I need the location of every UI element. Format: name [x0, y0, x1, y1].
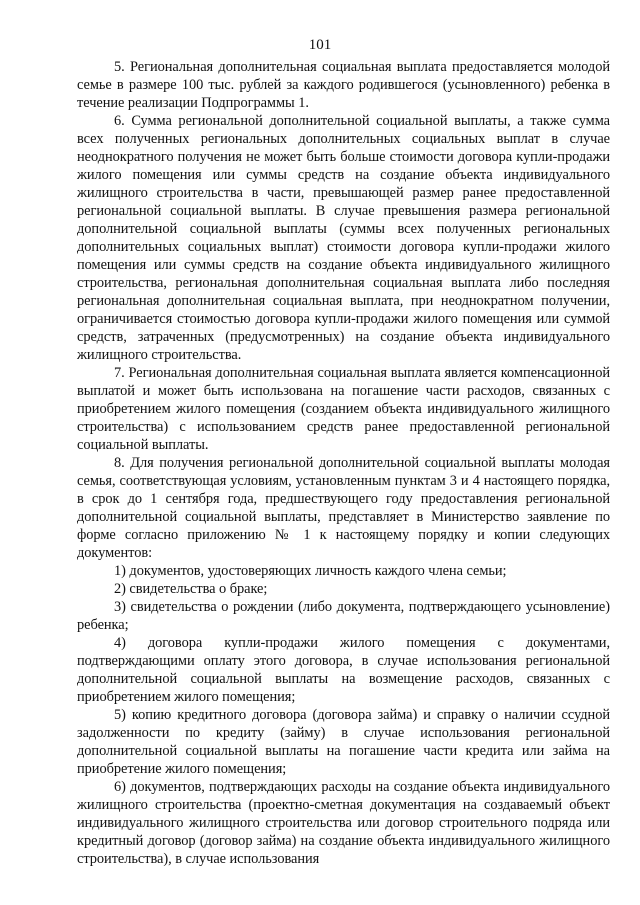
list-item-1: 1) документов, удостоверяющих личность каждого члена семьи; — [114, 563, 507, 579]
paragraph-item-6: 6. Сумма региональной дополнительной социальной выплаты, а также сумма всех полученных региональных дополнительных социальных выплат в случае неоднократного получения не может быть больше стоимости договора купли-продажи жилого помещения или суммы средств на создание объекта индивидуального жилищного строительства в части, превышающей размер ранее предоставленной региональной социальной выплаты. В случае превышения размера региональной дополнительной социальной выплаты (суммы всех полученных региональных дополнительных социальных выплат) стоимости договора купли-продажи жилого помещения или суммы средств на создание объекта индивидуального жилищного строительства, региональная дополнительная социальная выплата либо последняя региональная дополнительная социальная выплата, при неоднократном получении, ограничивается стоимостью договора купли-продажи жилого помещения или суммой средств, затраченных (предусмотренных) на создание объекта индивидуального жилищного строительства. — [77, 113, 610, 363]
paragraph-item-7: 7. Региональная дополнительная социальная выплата является компенсационной выплатой и может быть использована на погашение части расходов, связанных с приобретением жилого помещения (созданием объекта индивидуального жилищного строительства) с использованием средств ранее предоставленной региональной социальной выплаты. — [77, 365, 610, 453]
document-body — [77, 58, 610, 868]
list-item-5: 5) копию кредитного договора (договора займа) и справку о наличии ссудной задолженности по кредиту (займу) в случае использования региональной дополнительной социальной выплаты на погашение части кредита или займа на приобретение жилого помещения; — [77, 707, 610, 777]
list-item-3: 3) свидетельства о рождении (либо документа, подтверждающего усыновление) ребенка; — [77, 599, 610, 633]
paragraph-item-8: 8. Для получения региональной дополнительной социальной выплаты молодая семья, соответствующая условиям, установленным пунктам 3 и 4 настоящего порядка, в срок до 1 сентября года, предшествующего году предоставления региональной дополнительной социальной выплаты, представляет в Министерство заявление по форме согласно приложению № 1 к настоящему порядку и копии следующих документов: — [77, 455, 610, 561]
paragraph-item-5: 5. Региональная дополнительная социальная выплата предоставляется молодой семье в размере 100 тыс. рублей за каждого родившегося (усыновленного) ребенка в течение реализации Подпрограммы 1. — [77, 59, 610, 111]
list-item-4: 4) договора купли-продажи жилого помещения с документами, подтверждающими оплату этого договора, в случае использования региональной дополнительной социальной выплаты на возмещение расходов, связанных с приобретением жилого помещения; — [77, 635, 610, 705]
list-item-6: 6) документов, подтверждающих расходы на создание объекта индивидуального жилищного строительства (проектно-сметная документация на создаваемый объект индивидуального жилищного строительства или договор строительного подряда или кредитный договор (договор займа) на создание объекта индивидуального жилищного строительства), в случае использования — [77, 779, 610, 867]
page-number: 101 — [308, 37, 332, 53]
list-item-2: 2) свидетельства о браке; — [114, 581, 268, 597]
